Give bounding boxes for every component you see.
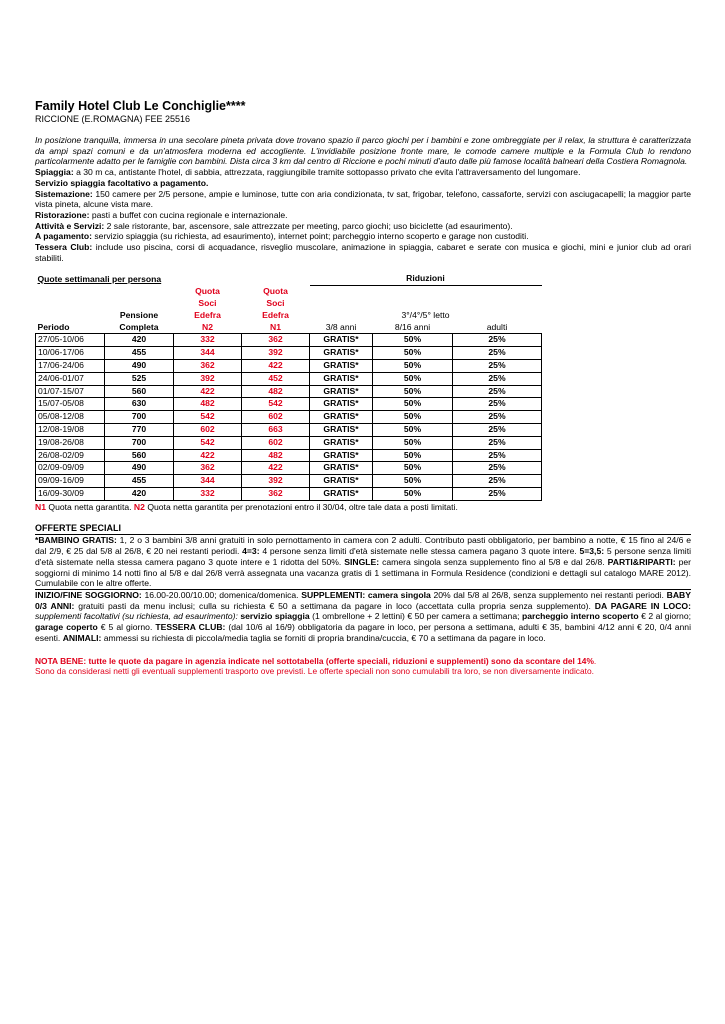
offer-label: parcheggio interno scoperto [521, 611, 639, 622]
cell-riduzione-3-8: GRATIS* [310, 462, 373, 475]
n2-header-soci: Soci [198, 298, 217, 309]
table-row [36, 372, 542, 385]
cell-quota-n1: 452 [242, 372, 310, 385]
cell-riduzione-8-16: 50% [373, 436, 453, 449]
cell-riduzione-adulti: 25% [453, 424, 542, 437]
cell-riduzione-adulti: 25% [453, 462, 542, 475]
cell-pensione: 770 [105, 424, 174, 437]
cell-quota-n2: 542 [174, 411, 242, 424]
cell-riduzione-3-8: GRATIS* [310, 436, 373, 449]
table-row [36, 487, 542, 500]
cell-quota-n1: 392 [242, 475, 310, 488]
cell-periodo: 05/08-12/08 [36, 411, 105, 424]
hotel-intro: In posizione tranquilla, immersa in una secolare pineta privata dove trovano spazio il parco giochi per i bambini e zone ombreggiate per il relax, la struttura è caratterizzata da ampi spazi comuni e da un'atmosfera moderna ed accogliente. L'invidiabile posizione fronte mare, le comode camere multiple e la Formula Club lo rendono particolarmente adatto per le famiglie con bambini. Dista circa 3 km dal centro di Riccione e pochi minuti d'auto dalle più famose località balneari della Costiera Romagnola. [35, 135, 691, 167]
offers-paragraph-1 [35, 534, 691, 589]
cell-riduzione-8-16: 50% [373, 385, 453, 398]
cell-quota-n2: 542 [174, 436, 242, 449]
offer-label: TESSERA CLUB: [155, 622, 226, 633]
offer-text: ammessi su richiesta di piccola/media taglia se forniti di propria brandina/cuccia, € 70 a settimana da pagare in loco. [101, 632, 546, 643]
n2-header-edefra: Edefra [194, 309, 221, 320]
offer-label: PARTI&RIPARTI: [607, 556, 676, 567]
note-n1: Quota netta garantita. [48, 501, 132, 512]
offer-text: 4 persone senza limiti d'età sistemate nelle stessa camera pagano 3 quote intere. [259, 546, 580, 557]
cell-quota-n2: 392 [174, 372, 242, 385]
col-periodo: Periodo [37, 321, 70, 332]
nota-bene-period: . [593, 655, 597, 666]
cell-riduzione-8-16: 50% [373, 372, 453, 385]
cell-riduzione-3-8: GRATIS* [310, 347, 373, 360]
cell-pensione: 525 [105, 372, 174, 385]
nota-bene-bold: NOTA BENE: tutte le quote da pagare in agenzia indicate nel sottotabella (offerte speciali, riduzioni e supplementi) sono da scontare del 14% [35, 655, 594, 666]
cell-riduzione-adulti: 25% [453, 449, 542, 462]
cell-periodo: 24/06-01/07 [36, 372, 105, 385]
cell-riduzione-adulti: 25% [453, 475, 542, 488]
col-3-8-anni: 3/8 anni [325, 321, 357, 332]
detail-text: pasti a buffet con cucina regionale e internazionale. [91, 209, 288, 220]
cell-pensione: 700 [105, 436, 174, 449]
cell-quota-n2: 422 [174, 385, 242, 398]
document-page [35, 99, 691, 677]
cell-pensione: 490 [105, 360, 174, 373]
cell-riduzione-8-16: 50% [373, 424, 453, 437]
cell-riduzione-3-8: GRATIS* [310, 424, 373, 437]
cell-quota-n1: 422 [242, 462, 310, 475]
offer-label: 4=3: [242, 546, 260, 557]
cell-quota-n2: 602 [174, 424, 242, 437]
n1-header-edefra: Edefra [262, 309, 289, 320]
nota-bene-text: Sono da considerasi netti gli eventuali supplementi trasporto ove previsti. Le offerte speciali non sono cumulabili tra loro, se non diversamente indicato. [35, 666, 594, 677]
cell-pensione: 455 [105, 475, 174, 488]
cell-riduzione-3-8: GRATIS* [310, 487, 373, 500]
offer-text: € 2 al giorno; [638, 611, 691, 622]
cell-riduzione-adulti: 25% [453, 411, 542, 424]
detail-label: A pagamento: [35, 231, 92, 242]
cell-riduzione-adulti: 25% [453, 360, 542, 373]
offers-title: OFFERTE SPECIALI [35, 523, 122, 534]
offer-text: 16.00-20.00/10.00; domenica/domenica. [141, 590, 302, 600]
cell-quota-n1: 542 [242, 398, 310, 411]
offer-label: SINGLE: [344, 556, 380, 567]
cell-quota-n2: 332 [174, 334, 242, 347]
note-n1-tag: N1 [35, 501, 46, 512]
cell-riduzione-8-16: 50% [373, 347, 453, 360]
detail-label: Attività e Servizi: [35, 220, 105, 231]
col-adulti: adulti [486, 321, 508, 332]
cell-riduzione-3-8: GRATIS* [310, 475, 373, 488]
col-completa: Completa [119, 321, 159, 332]
table-row [36, 347, 542, 360]
nota-bene [35, 656, 691, 667]
cell-riduzione-adulti: 25% [453, 487, 542, 500]
cell-quota-n1: 602 [242, 411, 310, 424]
cell-riduzione-3-8: GRATIS* [310, 449, 373, 462]
cell-quota-n2: 422 [174, 449, 242, 462]
table-row [36, 398, 542, 411]
offer-label: 5=3,5: [579, 546, 605, 557]
cell-quota-n1: 362 [242, 487, 310, 500]
cell-periodo: 02/09-09/09 [36, 462, 105, 475]
cell-periodo: 09/09-16/09 [36, 475, 105, 488]
table-notes [35, 502, 691, 513]
cell-quota-n1: 422 [242, 360, 310, 373]
cell-riduzione-8-16: 50% [373, 334, 453, 347]
cell-riduzione-8-16: 50% [373, 449, 453, 462]
detail-label: Ristorazione: [35, 209, 90, 220]
pensione-header: Pensione [119, 309, 159, 320]
table-row [36, 411, 542, 424]
cell-pensione: 560 [105, 449, 174, 462]
cell-periodo: 27/05-10/06 [36, 334, 105, 347]
offer-label: BABY 0/3 ANNI: [35, 590, 691, 611]
detail-text: 150 camere per 2/5 persone, ampie e luminose, tutte con aria condizionata, tv sat, frigobar, telefono, cassaforte, servizi con asciugacapelli; la maggior parte vista pineta, alcune vista mare. [35, 188, 692, 210]
table-row [36, 436, 542, 449]
offer-label: ANIMALI: [62, 632, 102, 643]
cell-riduzione-8-16: 50% [373, 360, 453, 373]
offer-text: per soggiorni di minimo 14 notti fino al 5/8 e dal 26/8 verrà assegnata una vacanza gratis di 1 settimana in Formula Residence (condizioni e dettagli sul catalogo MARE 2012). Cumulabile con le altre offerte. [35, 556, 691, 589]
cell-riduzione-8-16: 50% [373, 462, 453, 475]
cell-periodo: 12/08-19/08 [36, 424, 105, 437]
cell-riduzione-3-8: GRATIS* [310, 385, 373, 398]
cell-quota-n1: 482 [242, 385, 310, 398]
cell-riduzione-adulti: 25% [453, 347, 542, 360]
table-row [36, 475, 542, 488]
cell-quota-n1: 602 [242, 436, 310, 449]
quote-title: Quote settimanali per persona [37, 273, 162, 284]
offer-label: SUPPLEMENTI: camera singola [301, 590, 431, 600]
cell-riduzione-adulti: 25% [453, 398, 542, 411]
cell-pensione: 420 [105, 334, 174, 347]
col-n2: N2 [202, 321, 213, 332]
detail-label: Spiaggia: [35, 167, 74, 178]
offer-label: *BAMBINO GRATIS: [35, 535, 117, 546]
detail-label: Tessera Club: [35, 242, 93, 253]
hotel-location: RICCIONE (E.ROMAGNA) FEE 25516 [35, 114, 191, 124]
n1-header-quota: Quota [263, 285, 288, 296]
offer-text: supplementi facoltativi (su richiesta, ad esaurimento): [35, 611, 238, 622]
offer-text: 5 persone senza limiti d'età sistemate nella stessa camera pagano 3 quote intere e 1 ridotta del 50%. [35, 546, 691, 567]
cell-riduzione-3-8: GRATIS* [310, 334, 373, 347]
cell-periodo: 19/08-26/08 [36, 436, 105, 449]
cell-quota-n2: 482 [174, 398, 242, 411]
detail-tessera-club [35, 242, 691, 263]
offer-text: (1 ombrellone + 2 lettini) € 50 per camera a settimana; [309, 611, 522, 622]
hotel-title: Family Hotel Club Le Conchiglie**** [35, 99, 246, 113]
cell-pensione: 490 [105, 462, 174, 475]
cell-periodo: 01/07-15/07 [36, 385, 105, 398]
col-8-16-anni: 8/16 anni [394, 321, 431, 332]
table-row [36, 449, 542, 462]
letto-header: 3°/4°/5° letto [401, 309, 450, 320]
cell-riduzione-8-16: 50% [373, 411, 453, 424]
note-n2: Quota netta garantita per prenotazioni entro il 30/04, oltre tale data a posti limitati. [147, 501, 458, 512]
table-row [36, 424, 542, 437]
offer-text: 20% dal 5/8 al 26/8, senza supplemento nei restanti periodi. [430, 590, 667, 600]
cell-quota-n2: 332 [174, 487, 242, 500]
cell-riduzione-8-16: 50% [373, 487, 453, 500]
n1-header-soci: Soci [266, 298, 285, 309]
detail-text: include uso piscina, corsi di acquadance, risveglio muscolare, animazione in spiaggia, cabaret e serate con musica e giochi, mini e junior club ad orari stabiliti. [35, 242, 691, 263]
offer-label: garage coperto [35, 622, 98, 633]
cell-pensione: 630 [105, 398, 174, 411]
cell-riduzione-adulti: 25% [453, 334, 542, 347]
detail-text: servizio spiaggia (su richiesta, ad esaurimento), internet point; parcheggio interno scoperto e garage non custoditi. [94, 231, 529, 242]
cell-pensione: 560 [105, 385, 174, 398]
cell-quota-n1: 663 [242, 424, 310, 437]
detail-attivita [35, 221, 691, 232]
table-row [36, 385, 542, 398]
cell-riduzione-adulti: 25% [453, 385, 542, 398]
table-row [36, 360, 542, 373]
cell-riduzione-3-8: GRATIS* [310, 372, 373, 385]
detail-a-pagamento [35, 231, 691, 242]
cell-riduzione-3-8: GRATIS* [310, 360, 373, 373]
cell-quota-n1: 482 [242, 449, 310, 462]
riduzioni-title: Riduzioni [310, 273, 542, 285]
offer-text: 1, 2 o 3 bambini 3/8 anni gratuiti in solo pernottamento in camera con 2 adulti. Contributo pasti obbligatorio, per bambino a notte, € 15 fino al 24/6 e dal 2/9, € 25 dal 5/8 al 26/8, € 20 nei restanti periodi. [35, 535, 691, 557]
offer-text: (dal 10/6 al 16/9) obbligatoria da pagare in loco, per persona a settimana, adulti € 35, bambini 4/12 anni € 20, 0/4 anni esenti. [35, 622, 691, 643]
detail-servizio-spiaggia [35, 178, 691, 189]
cell-quota-n2: 344 [174, 475, 242, 488]
offer-label: servizio spiaggia [237, 611, 310, 622]
offer-label: INIZIO/FINE SOGGIORNO: [35, 590, 142, 600]
n2-header-quota: Quota [195, 285, 220, 296]
offer-text: gratuiti pasti da menu inclusi; culla su richiesta € 50 a settimana da pagare in loco (accettata culla propria senza supplemento). [74, 600, 595, 611]
cell-periodo: 10/06-17/06 [36, 347, 105, 360]
detail-label: Servizio spiaggia facoltativo a pagamento. [35, 177, 209, 188]
offer-text: camera singola senza supplemento fino al 5/8 e dal 26/8. [379, 556, 608, 567]
cell-quota-n2: 362 [174, 360, 242, 373]
cell-periodo: 16/09-30/09 [36, 487, 105, 500]
detail-label: Sistemazione: [35, 188, 93, 199]
cell-riduzione-8-16: 50% [373, 398, 453, 411]
offer-label: DA PAGARE IN LOCO: [594, 600, 691, 611]
cell-periodo: 17/06-24/06 [36, 360, 105, 373]
cell-pensione: 455 [105, 347, 174, 360]
cell-quota-n1: 392 [242, 347, 310, 360]
cell-quota-n2: 344 [174, 347, 242, 360]
offer-text: € 5 al giorno. [97, 622, 156, 633]
cell-periodo: 15/07-05/08 [36, 398, 105, 411]
cell-periodo: 26/08-02/09 [36, 449, 105, 462]
detail-text: a 30 m ca, antistante l'hotel, di sabbia, attrezzata, raggiungibile tramite sottopasso privato che evita l'attraversamento del lungomare. [76, 167, 581, 178]
cell-riduzione-adulti: 25% [453, 436, 542, 449]
cell-quota-n1: 362 [242, 334, 310, 347]
cell-riduzione-adulti: 25% [453, 372, 542, 385]
col-n1: N1 [270, 321, 281, 332]
detail-ristorazione [35, 210, 691, 221]
cell-riduzione-3-8: GRATIS* [310, 398, 373, 411]
detail-sistemazione [35, 189, 691, 210]
cell-riduzione-3-8: GRATIS* [310, 411, 373, 424]
cell-pensione: 420 [105, 487, 174, 500]
price-table [35, 273, 542, 500]
note-n2-tag: N2 [133, 501, 145, 512]
table-row [36, 462, 542, 475]
cell-quota-n2: 362 [174, 462, 242, 475]
table-row [36, 334, 542, 347]
cell-riduzione-8-16: 50% [373, 475, 453, 488]
cell-pensione: 700 [105, 411, 174, 424]
detail-text: 2 sale ristorante, bar, ascensore, sale attrezzate per meeting, parco giochi; uso biciclette (ad esaurimento). [106, 220, 513, 231]
detail-spiaggia [35, 167, 691, 178]
offers-paragraph-2 [35, 589, 691, 644]
